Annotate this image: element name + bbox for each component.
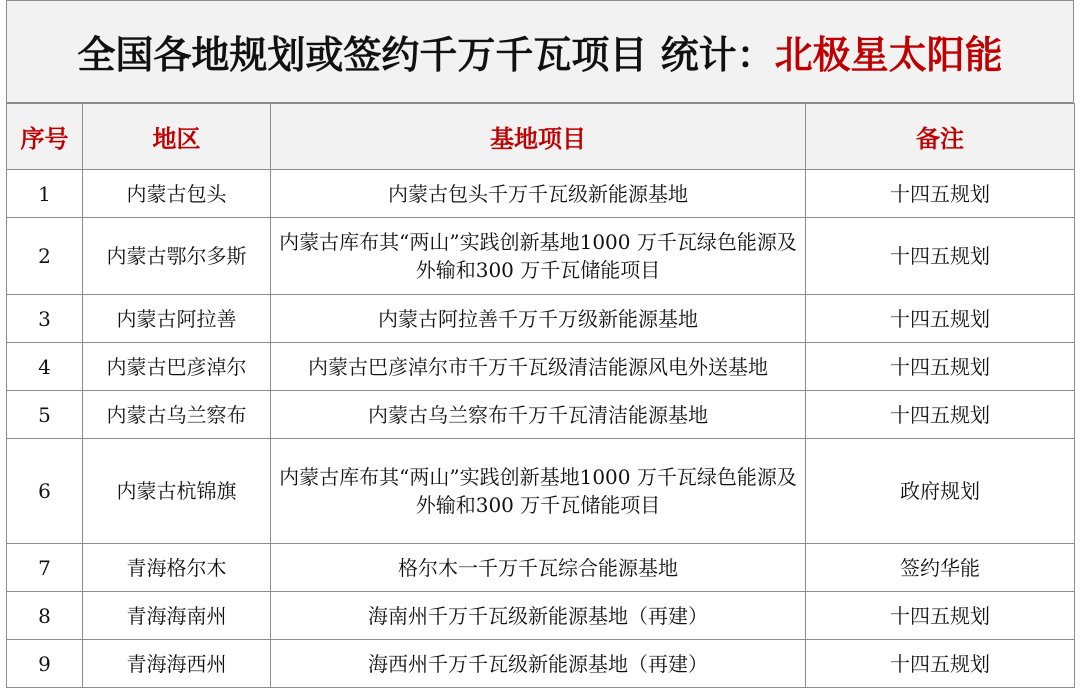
table-row	[7, 170, 1075, 218]
cell-note: 十四五规划	[806, 592, 1075, 640]
cell-note: 十四五规划	[806, 391, 1075, 439]
cell-index: 2	[7, 218, 83, 295]
cell-region: 青海海西州	[83, 640, 271, 688]
table-row	[7, 295, 1075, 343]
cell-note: 十四五规划	[806, 343, 1075, 391]
cell-region: 内蒙古包头	[83, 170, 271, 218]
cell-note: 十四五规划	[806, 218, 1075, 295]
cell-region: 内蒙古鄂尔多斯	[83, 218, 271, 295]
cell-index: 6	[7, 439, 83, 544]
cell-region: 内蒙古杭锦旗	[83, 439, 271, 544]
cell-project: 海南州千万千瓦级新能源基地（再建）	[271, 592, 806, 640]
table-row	[7, 439, 1075, 544]
cell-project: 内蒙古巴彦淖尔市千万千瓦级清洁能源风电外送基地	[271, 343, 806, 391]
title-brand-text: 北极星太阳能	[774, 33, 1003, 77]
cell-project: 内蒙古库布其“两山”实践创新基地1000 万千瓦绿色能源及外输和300 万千瓦储能项目	[271, 439, 806, 544]
cell-index: 8	[7, 592, 83, 640]
cell-index: 1	[7, 170, 83, 218]
cell-note: 政府规划	[806, 439, 1075, 544]
cell-index: 5	[7, 391, 83, 439]
cell-region: 内蒙古乌兰察布	[83, 391, 271, 439]
cell-project: 内蒙古包头千万千瓦级新能源基地	[271, 170, 806, 218]
cell-region: 内蒙古阿拉善	[83, 295, 271, 343]
header-index: 序号	[7, 104, 83, 170]
cell-note: 十四五规划	[806, 295, 1075, 343]
cell-note: 签约华能	[806, 544, 1075, 592]
header-note: 备注	[806, 104, 1075, 170]
header-region: 地区	[83, 104, 271, 170]
cell-note: 十四五规划	[806, 640, 1075, 688]
cell-project: 海西州千万千瓦级新能源基地（再建）	[271, 640, 806, 688]
cell-project: 内蒙古库布其“两山”实践创新基地1000 万千瓦绿色能源及外输和300 万千瓦储能项目	[271, 218, 806, 295]
title-main-text: 全国各地规划或签约千万千瓦项目 统计：	[77, 33, 775, 77]
cell-region: 青海海南州	[83, 592, 271, 640]
cell-index: 9	[7, 640, 83, 688]
cell-region: 青海格尔木	[83, 544, 271, 592]
table-row	[7, 592, 1075, 640]
table-title	[6, 0, 1074, 103]
cell-index: 7	[7, 544, 83, 592]
table-row	[7, 343, 1075, 391]
project-table	[6, 103, 1075, 688]
table-row	[7, 391, 1075, 439]
cell-index: 4	[7, 343, 83, 391]
cell-region: 内蒙古巴彦淖尔	[83, 343, 271, 391]
table-row	[7, 544, 1075, 592]
table-row	[7, 640, 1075, 688]
cell-project: 内蒙古乌兰察布千万千瓦清洁能源基地	[271, 391, 806, 439]
cell-note: 十四五规划	[806, 170, 1075, 218]
cell-project: 内蒙古阿拉善千万千万级新能源基地	[271, 295, 806, 343]
table-row	[7, 218, 1075, 295]
header-project: 基地项目	[271, 104, 806, 170]
cell-project: 格尔木一千万千瓦综合能源基地	[271, 544, 806, 592]
header-row	[7, 104, 1075, 170]
cell-index: 3	[7, 295, 83, 343]
